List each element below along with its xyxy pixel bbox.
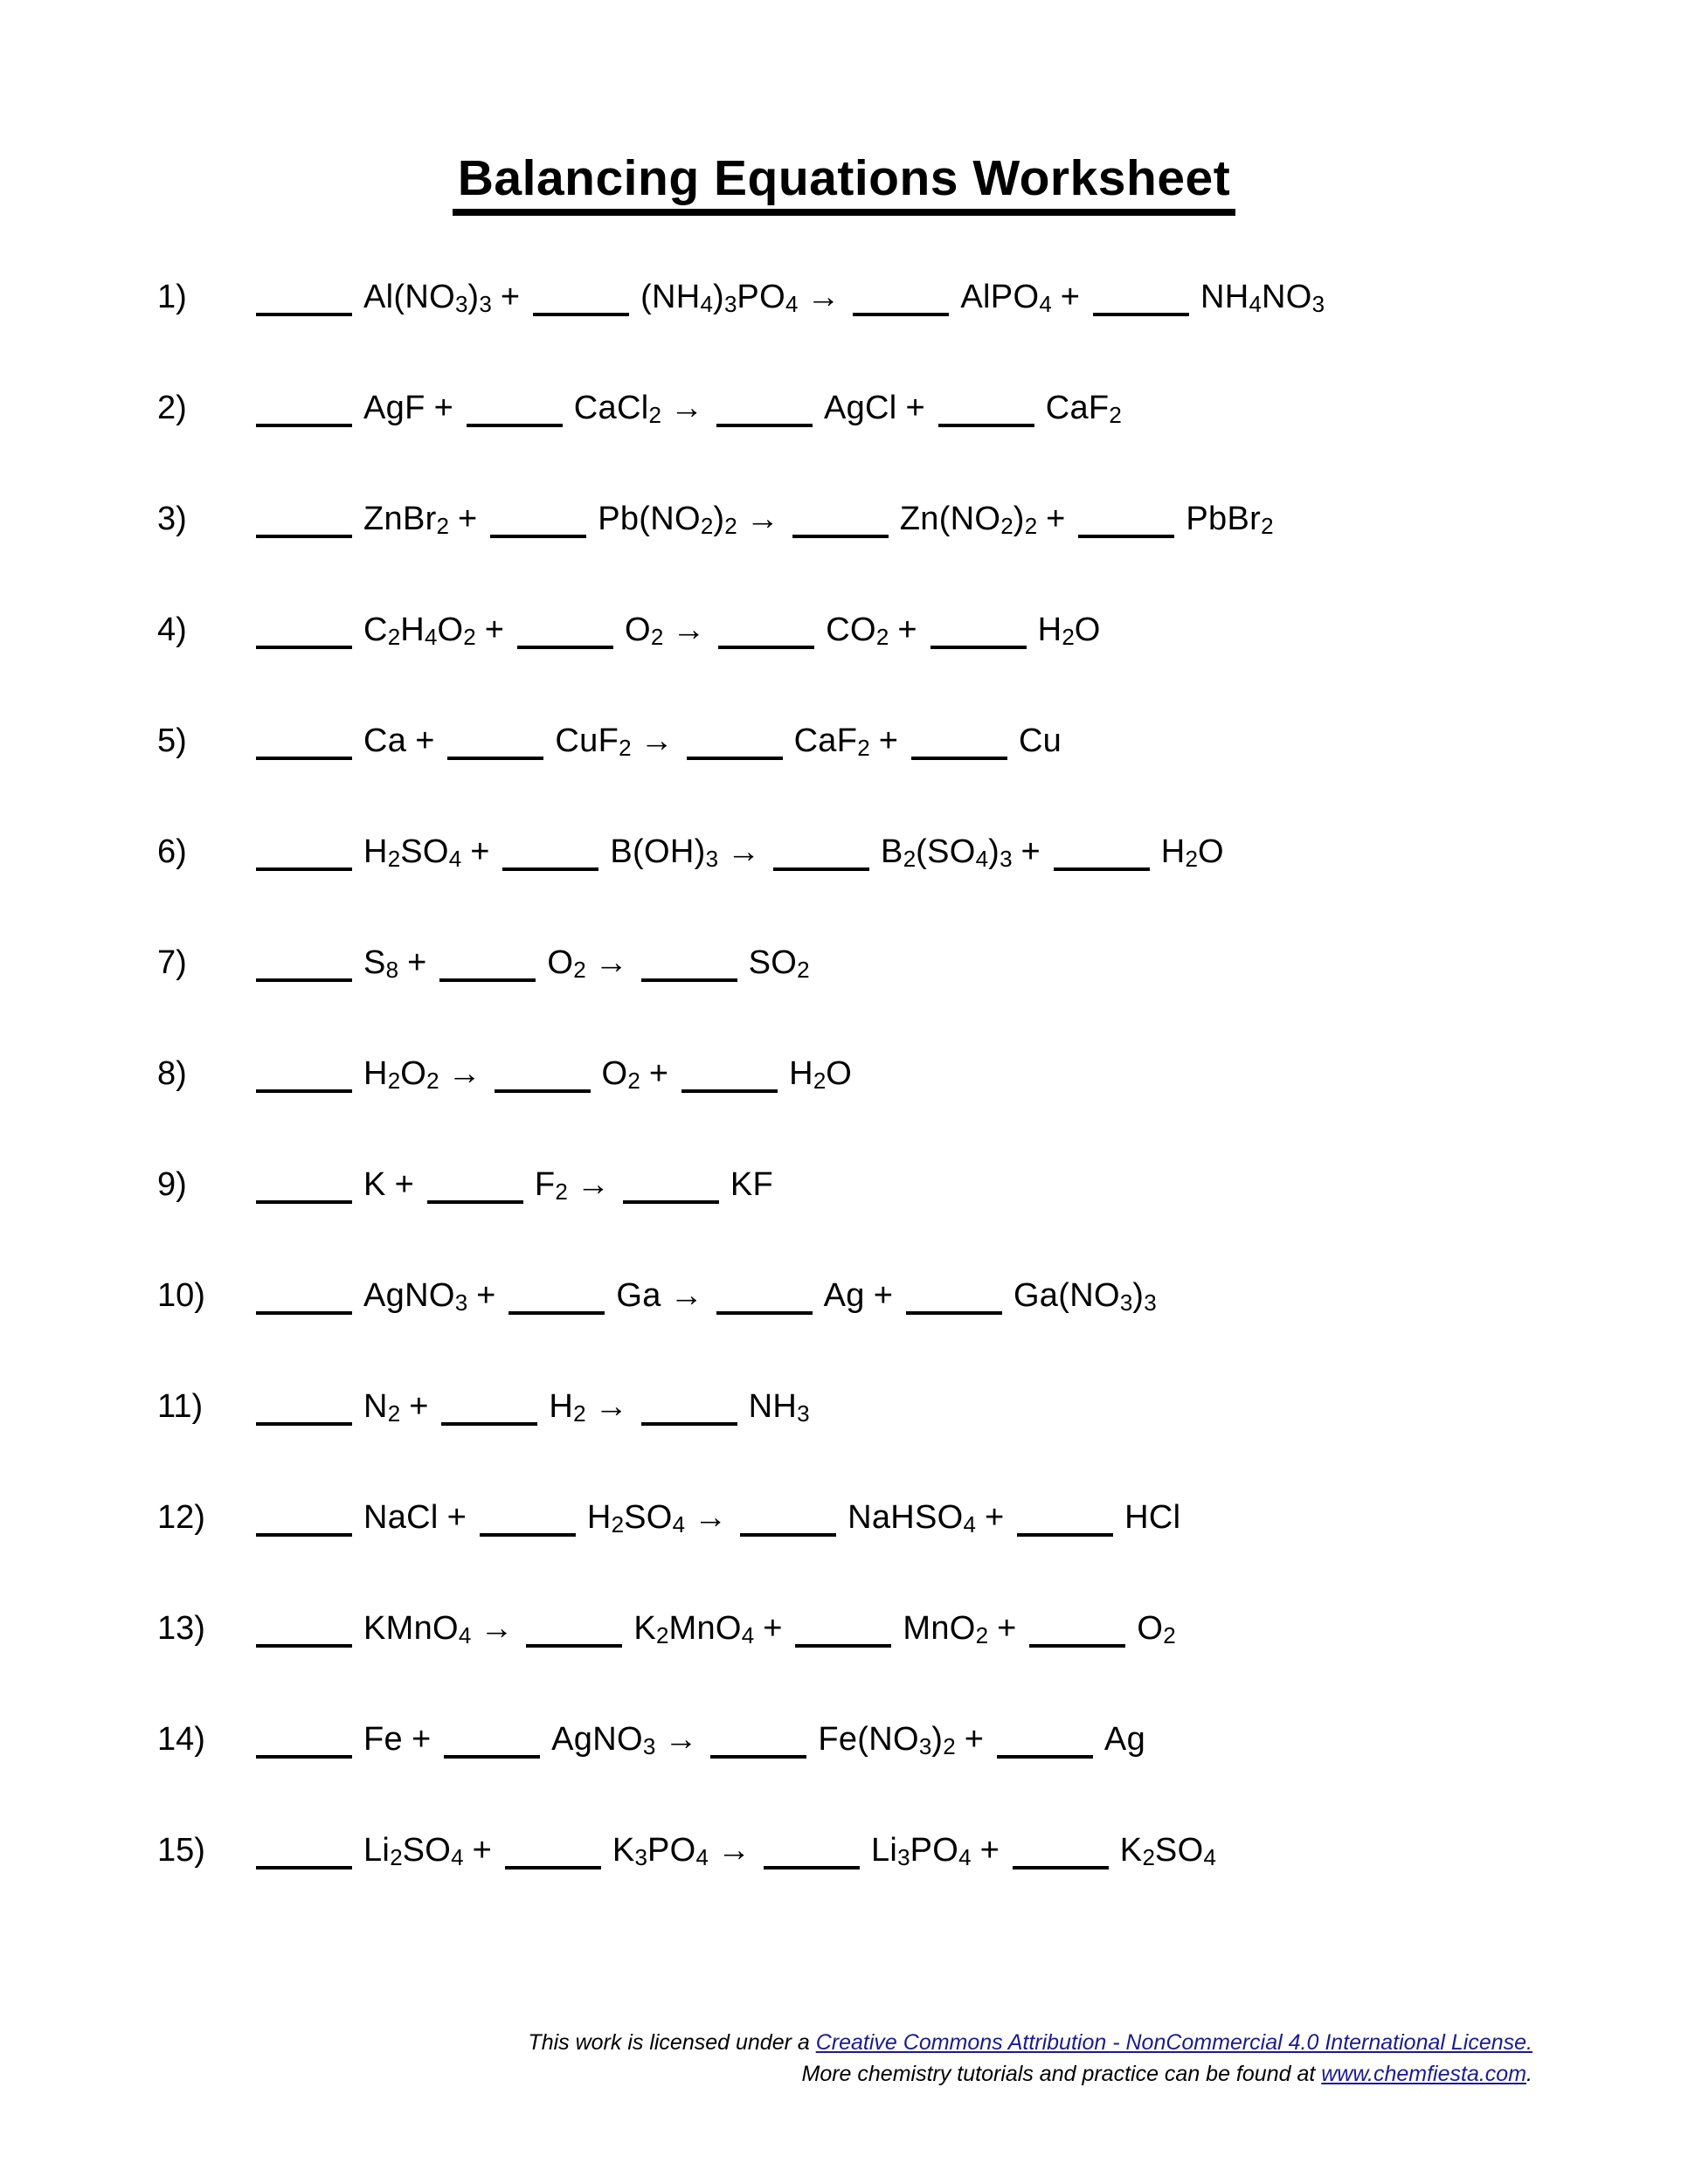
subscript: 3 (634, 1844, 647, 1870)
coefficient-blank[interactable] (502, 833, 598, 871)
license-line (528, 2027, 1532, 2058)
arrow-operator: → (594, 944, 628, 981)
equation-number: 10) (157, 1277, 205, 1314)
subscript: 4 (451, 1844, 464, 1870)
equation-body (252, 1277, 1157, 1314)
equation-number: 12) (157, 1499, 205, 1536)
chemical-formula: Ga (616, 1277, 661, 1314)
subscript: 2 (387, 1068, 401, 1094)
subscript: 2 (857, 735, 870, 761)
subscript: 3 (642, 1733, 656, 1759)
plus-operator: + (997, 1610, 1017, 1647)
coefficient-blank[interactable] (526, 1609, 622, 1648)
coefficient-blank[interactable] (533, 278, 629, 316)
equation-number: 15) (157, 1832, 205, 1869)
equation-body (252, 612, 1101, 648)
chemical-formula: NaCl (363, 1499, 439, 1536)
subscript: 3 (1311, 291, 1325, 317)
plus-operator: + (458, 501, 478, 537)
equation-row (157, 1387, 1325, 1426)
chemical-formula: Ag (823, 1277, 865, 1314)
coefficient-blank[interactable] (256, 1720, 352, 1759)
subscript: 4 (700, 291, 713, 317)
subscript: 2 (648, 402, 661, 428)
chemical-formula: AlPO4 (960, 279, 1052, 317)
coefficient-blank[interactable] (256, 943, 352, 982)
chemical-formula: (NH4)3PO4 (640, 279, 799, 317)
subscript: 4 (448, 846, 462, 872)
chemical-formula: AgNO3 (363, 1277, 468, 1316)
subscript: 3 (1119, 1289, 1133, 1316)
chemical-formula: K3PO4 (612, 1832, 709, 1870)
chemical-formula: KF (730, 1166, 774, 1203)
subscript: 2 (797, 957, 810, 983)
equation-body (252, 944, 810, 981)
subscript: 2 (555, 1178, 568, 1205)
chemfiesta-link[interactable]: www.chemfiesta.com (1321, 2062, 1527, 2086)
chemical-formula: PbBr2 (1186, 501, 1274, 539)
arrow-operator: → (806, 279, 841, 315)
page-title-text: Balancing Equations Worksheet (453, 150, 1235, 216)
license-text: This work is licensed under a (528, 2030, 816, 2055)
plus-operator: + (415, 722, 435, 759)
subscript: 2 (619, 735, 632, 761)
chemical-formula: AgCl (823, 390, 897, 426)
coefficient-blank[interactable] (444, 1720, 540, 1759)
subscript: 2 (390, 1844, 403, 1870)
coefficient-blank[interactable] (256, 500, 352, 538)
subscript: 3 (454, 291, 468, 317)
equation-row (157, 1165, 1325, 1204)
plus-operator: + (433, 390, 453, 426)
subscript: 4 (458, 1622, 472, 1648)
coefficient-blank[interactable] (439, 943, 536, 982)
subscript: 2 (1163, 1622, 1176, 1648)
equation-row (157, 1831, 1325, 1870)
subscript: 2 (1261, 513, 1274, 539)
coefficient-blank[interactable] (495, 1054, 591, 1093)
equation-number: 6) (157, 833, 187, 870)
coefficient-blank[interactable] (490, 500, 586, 538)
chemical-formula: H2O (1037, 612, 1101, 650)
plus-operator: + (470, 833, 490, 870)
subscript: 2 (1142, 1844, 1155, 1870)
credits-text: More chemistry tutorials and practice can be found at (801, 2062, 1322, 2086)
coefficient-blank[interactable] (441, 1387, 537, 1426)
license-footer (528, 2027, 1532, 2090)
credits-period: . (1526, 2062, 1532, 2086)
subscript: 4 (1203, 1844, 1216, 1870)
subscript: 2 (463, 624, 476, 650)
coefficient-blank[interactable] (930, 611, 1027, 649)
coefficient-blank[interactable] (853, 278, 949, 316)
chemical-formula: H2O2 (363, 1055, 439, 1094)
chemical-formula: Ca (363, 722, 407, 759)
chemical-formula: CaF2 (793, 722, 870, 761)
chemical-formula: H2 (549, 1388, 586, 1427)
chemical-formula: Pb(NO2)2 (598, 501, 737, 539)
page-title (0, 150, 1688, 216)
subscript: 2 (1062, 624, 1075, 650)
chemical-formula: KMnO4 (363, 1610, 472, 1648)
chemical-formula: Zn(NO2)2 (899, 501, 1038, 539)
plus-operator: + (500, 279, 521, 315)
plus-operator: + (409, 1388, 429, 1425)
subscript: 2 (436, 513, 450, 539)
subscript: 2 (426, 1068, 439, 1094)
subscript: 4 (741, 1622, 755, 1648)
coefficient-blank[interactable] (911, 722, 1007, 760)
subscript: 8 (385, 957, 399, 983)
chemical-formula: Li2SO4 (363, 1832, 464, 1870)
chemical-formula: Li3PO4 (870, 1832, 972, 1870)
subscript: 3 (454, 1289, 468, 1316)
chemical-formula: ZnBr2 (363, 501, 450, 539)
plus-operator: + (763, 1610, 783, 1647)
equation-row (157, 389, 1325, 427)
equation-row (157, 1609, 1325, 1648)
chemical-formula: H2SO4 (363, 833, 462, 872)
chemical-formula: AgF (363, 390, 425, 426)
coefficient-blank[interactable] (641, 1387, 737, 1426)
arrow-operator: → (447, 1055, 481, 1092)
credits-line (528, 2058, 1532, 2090)
equation-row (157, 722, 1325, 760)
coefficient-blank[interactable] (256, 1609, 352, 1648)
equation-row (157, 1276, 1325, 1315)
chemical-formula: CuF2 (555, 722, 632, 761)
plus-operator: + (411, 1721, 432, 1758)
coefficient-blank[interactable] (1054, 833, 1150, 871)
chemical-formula: C2H4O2 (363, 612, 476, 650)
subscript: 4 (424, 624, 438, 650)
plus-operator: + (897, 612, 917, 648)
coefficient-blank[interactable] (256, 722, 352, 760)
equation-body (252, 501, 1274, 537)
subscript: 2 (975, 1622, 989, 1648)
chemical-formula: K2MnO4 (633, 1610, 755, 1648)
coefficient-blank[interactable] (256, 278, 352, 316)
equation-row (157, 1054, 1325, 1093)
arrow-operator: → (694, 1499, 728, 1536)
chemical-formula: Al(NO3)3 (363, 279, 492, 317)
chemical-formula: N2 (363, 1388, 401, 1427)
subscript: 2 (573, 957, 586, 983)
arrow-operator: → (672, 612, 706, 648)
subscript: 2 (650, 624, 664, 650)
subscript: 4 (958, 1844, 972, 1870)
arrow-operator: → (716, 1832, 751, 1869)
subscript: 2 (813, 1068, 827, 1094)
coefficient-blank[interactable] (792, 500, 889, 538)
equation-row (157, 833, 1325, 871)
subscript: 3 (897, 1844, 910, 1870)
subscript: 3 (918, 1733, 932, 1759)
subscript: 3 (723, 291, 737, 317)
chemical-formula: CaF2 (1045, 390, 1122, 428)
coefficient-blank[interactable] (716, 389, 813, 427)
equation-number: 9) (157, 1166, 187, 1203)
chemical-formula: H2O (1160, 833, 1224, 872)
arrow-operator: → (669, 1277, 703, 1314)
plus-operator: + (878, 722, 898, 759)
plus-operator: + (484, 612, 504, 648)
chemical-formula: Ga(NO3)3 (1013, 1277, 1157, 1316)
equation-row (157, 278, 1325, 316)
plus-operator: + (446, 1499, 467, 1536)
coefficient-blank[interactable] (1017, 1498, 1113, 1537)
subscript: 3 (479, 291, 492, 317)
equation-body (252, 1832, 1216, 1869)
chemical-formula: O2 (1137, 1610, 1176, 1648)
coefficient-blank[interactable] (740, 1498, 836, 1537)
coefficient-blank[interactable] (256, 1054, 352, 1093)
chemical-formula: CO2 (826, 612, 889, 650)
coefficient-blank[interactable] (1078, 500, 1174, 538)
arrow-operator: → (576, 1166, 610, 1203)
chemical-formula: O2 (547, 944, 586, 983)
plus-operator: + (964, 1721, 984, 1758)
equation-row (157, 611, 1325, 649)
subscript: 2 (611, 1511, 625, 1538)
chemical-formula: HCl (1124, 1499, 1181, 1536)
arrow-operator: → (640, 722, 674, 759)
equation-number: 2) (157, 390, 187, 426)
arrow-operator: → (669, 390, 703, 426)
chemical-formula: H2SO4 (586, 1499, 686, 1538)
chemical-formula: S8 (363, 944, 399, 983)
coefficient-blank[interactable] (623, 1165, 719, 1204)
arrow-operator: → (594, 1388, 628, 1425)
arrow-operator: → (664, 1721, 698, 1758)
subscript: 2 (387, 1400, 401, 1427)
plus-operator: + (1020, 833, 1041, 870)
coefficient-blank[interactable] (710, 1720, 806, 1759)
equation-row (157, 500, 1325, 538)
subscript: 4 (963, 1511, 976, 1538)
equation-body (252, 1388, 810, 1425)
equation-body (252, 1721, 1145, 1758)
arrow-operator: → (727, 833, 761, 870)
equation-number: 14) (157, 1721, 205, 1758)
chemical-formula: O2 (624, 612, 664, 650)
chemical-formula: K (363, 1166, 386, 1203)
coefficient-blank[interactable] (256, 1276, 352, 1315)
equation-number: 7) (157, 944, 187, 981)
equation-body (252, 279, 1325, 315)
coefficient-blank[interactable] (508, 1276, 605, 1315)
plus-operator: + (1060, 279, 1080, 315)
plus-operator: + (648, 1055, 669, 1092)
equation-row (157, 943, 1325, 982)
subscript: 2 (656, 1622, 669, 1648)
coefficient-blank[interactable] (447, 722, 543, 760)
creative-commons-license-link[interactable]: Creative Commons Attribution - NonCommercial 4.0 International License. (815, 2030, 1532, 2055)
coefficient-blank[interactable] (517, 611, 613, 649)
coefficient-blank[interactable] (1013, 1831, 1109, 1870)
arrow-operator: → (480, 1610, 514, 1647)
chemical-formula: MnO2 (903, 1610, 989, 1648)
chemical-formula: O2 (601, 1055, 640, 1094)
subscript: 4 (785, 291, 799, 317)
subscript: 2 (387, 624, 401, 650)
plus-operator: + (984, 1499, 1005, 1536)
coefficient-blank[interactable] (256, 1387, 352, 1426)
coefficient-blank[interactable] (256, 833, 352, 871)
subscript: 2 (1024, 513, 1038, 539)
coefficient-blank[interactable] (938, 389, 1034, 427)
chemical-formula: Cu (1018, 722, 1062, 759)
plus-operator: + (472, 1832, 492, 1869)
chemical-formula: F2 (534, 1166, 568, 1205)
subscript: 2 (724, 513, 737, 539)
chemical-formula: NaHSO4 (847, 1499, 976, 1538)
equations-list (157, 278, 1325, 1942)
coefficient-blank[interactable] (427, 1165, 523, 1204)
subscript: 2 (903, 846, 917, 872)
equation-body (252, 1610, 1176, 1647)
chemical-formula: H2O (789, 1055, 853, 1094)
subscript: 2 (1109, 402, 1122, 428)
chemical-formula: NH3 (748, 1388, 810, 1427)
chemical-formula: NH4NO3 (1200, 279, 1325, 317)
subscript: 2 (387, 846, 401, 872)
plus-operator: + (979, 1832, 1000, 1869)
coefficient-blank[interactable] (764, 1831, 860, 1870)
coefficient-blank[interactable] (1029, 1609, 1125, 1648)
subscript: 4 (1039, 291, 1052, 317)
equation-number: 11) (157, 1388, 204, 1425)
subscript: 2 (627, 1068, 640, 1094)
chemical-formula: SO2 (748, 944, 810, 983)
plus-operator: + (476, 1277, 496, 1314)
equation-number: 1) (157, 279, 187, 315)
plus-operator: + (873, 1277, 893, 1314)
equation-body (252, 1166, 773, 1203)
equation-body (252, 1055, 852, 1092)
subscript: 3 (1000, 846, 1013, 872)
chemical-formula: B(OH)3 (610, 833, 719, 872)
coefficient-blank[interactable] (256, 389, 352, 427)
coefficient-blank[interactable] (256, 1498, 352, 1537)
chemical-formula: K2SO4 (1119, 1832, 1216, 1870)
subscript: 2 (700, 513, 714, 539)
arrow-operator: → (745, 501, 779, 537)
subscript: 3 (797, 1400, 810, 1427)
subscript: 2 (943, 1733, 956, 1759)
chemical-formula: Ag (1103, 1721, 1146, 1758)
coefficient-blank[interactable] (480, 1498, 576, 1537)
coefficient-blank[interactable] (505, 1831, 601, 1870)
equation-row (157, 1720, 1325, 1759)
equation-body (252, 722, 1062, 759)
equation-number: 4) (157, 612, 187, 648)
plus-operator: + (394, 1166, 414, 1203)
equation-number: 13) (157, 1610, 205, 1647)
equation-body (252, 833, 1224, 870)
equation-body (252, 390, 1122, 426)
subscript: 4 (672, 1511, 686, 1538)
coefficient-blank[interactable] (256, 1165, 352, 1204)
chemical-formula: Fe(NO3)2 (818, 1721, 956, 1759)
coefficient-blank[interactable] (687, 722, 783, 760)
coefficient-blank[interactable] (256, 611, 352, 649)
coefficient-blank[interactable] (1093, 278, 1189, 316)
chemical-formula: B2(SO4)3 (881, 833, 1013, 872)
plus-operator: + (1046, 501, 1066, 537)
subscript: 4 (1249, 291, 1262, 317)
equation-number: 5) (157, 722, 187, 759)
subscript: 2 (1000, 513, 1013, 539)
coefficient-blank[interactable] (906, 1276, 1002, 1315)
chemical-formula: CaCl2 (573, 390, 661, 428)
plus-operator: + (905, 390, 925, 426)
coefficient-blank[interactable] (467, 389, 563, 427)
subscript: 2 (573, 1400, 586, 1427)
coefficient-blank[interactable] (256, 1831, 352, 1870)
coefficient-blank[interactable] (681, 1054, 778, 1093)
plus-operator: + (407, 944, 427, 981)
equation-body (252, 1499, 1180, 1536)
coefficient-blank[interactable] (795, 1609, 891, 1648)
subscript: 4 (975, 846, 989, 872)
coefficient-blank[interactable] (641, 943, 737, 982)
chemical-formula: Fe (363, 1721, 403, 1758)
subscript: 2 (875, 624, 889, 650)
coefficient-blank[interactable] (716, 1276, 813, 1315)
chemical-formula: AgNO3 (551, 1721, 656, 1759)
coefficient-blank[interactable] (997, 1720, 1093, 1759)
equation-row (157, 1498, 1325, 1537)
subscript: 4 (695, 1844, 709, 1870)
coefficient-blank[interactable] (773, 833, 869, 871)
coefficient-blank[interactable] (718, 611, 814, 649)
subscript: 3 (705, 846, 719, 872)
equation-number: 8) (157, 1055, 187, 1092)
equation-number: 3) (157, 501, 187, 537)
subscript: 2 (1185, 846, 1198, 872)
subscript: 3 (1144, 1289, 1157, 1316)
